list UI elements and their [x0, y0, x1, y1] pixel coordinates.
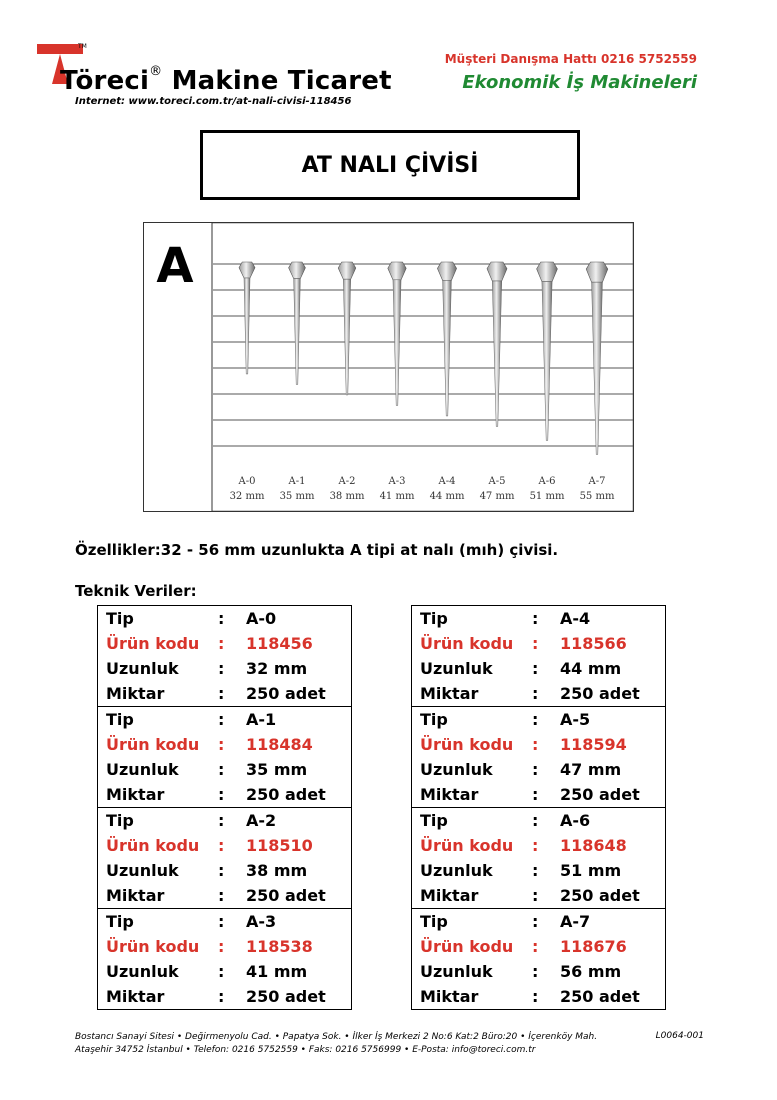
- spec-row-length: [98, 959, 351, 984]
- nail-size-label: 47 mm: [479, 491, 515, 502]
- spec-row-quantity: [98, 681, 351, 706]
- spec-value-tip: A-0: [246, 609, 277, 628]
- spec-value-product-code: 118676: [560, 937, 627, 956]
- spec-value-length: 47 mm: [560, 760, 622, 779]
- spec-row-length: [98, 757, 351, 782]
- spec-table-right: [411, 605, 666, 1010]
- spec-value-quantity: 250 adet: [560, 684, 640, 703]
- spec-label-product-code: Ürün kodu: [420, 634, 514, 653]
- spec-label-product-code: Ürün kodu: [420, 836, 514, 855]
- spec-row-product-code: [412, 833, 665, 858]
- footer-line-1: Bostancı Sanayi Sitesi • Değirmenyolu Cad. • Papatya Sok. • İlker İş Merkezi 2 No:6 Kat:2 Büro:20 • İçerenköy Mah.: [75, 1032, 598, 1042]
- type-letter: A: [156, 238, 194, 294]
- spec-block: [412, 908, 665, 1009]
- spec-label-tip: Tip: [106, 912, 134, 931]
- spec-row-tip: [412, 808, 665, 833]
- spec-colon: :: [218, 886, 225, 905]
- spec-row-product-code: [98, 631, 351, 656]
- spec-colon: :: [532, 634, 539, 653]
- spec-value-length: 51 mm: [560, 861, 622, 880]
- spec-label-product-code: Ürün kodu: [106, 836, 200, 855]
- spec-colon: :: [218, 937, 225, 956]
- spec-block: [98, 807, 351, 908]
- logo-bar: [37, 44, 83, 54]
- spec-value-quantity: 250 adet: [560, 785, 640, 804]
- spec-value-length: 44 mm: [560, 659, 622, 678]
- spec-value-quantity: 250 adet: [246, 684, 326, 703]
- spec-row-quantity: [412, 782, 665, 807]
- spec-colon: :: [532, 861, 539, 880]
- spec-colon: :: [218, 609, 225, 628]
- spec-value-product-code: 118538: [246, 937, 313, 956]
- spec-row-product-code: [98, 934, 351, 959]
- spec-label-length: Uzunluk: [420, 861, 493, 880]
- spec-label-product-code: Ürün kodu: [106, 735, 200, 754]
- spec-value-quantity: 250 adet: [246, 785, 326, 804]
- nail-size-label: 44 mm: [429, 491, 465, 502]
- spec-colon: :: [532, 937, 539, 956]
- spec-block: [412, 706, 665, 807]
- spec-label-product-code: Ürün kodu: [420, 937, 514, 956]
- nail-size-label: 32 mm: [229, 491, 265, 502]
- spec-colon: :: [532, 836, 539, 855]
- tech-data-heading: Teknik Veriler:: [75, 582, 197, 600]
- spec-row-quantity: [98, 782, 351, 807]
- spec-value-product-code: 118510: [246, 836, 313, 855]
- customer-hotline: Müşteri Danışma Hattı 0216 5752559: [444, 52, 697, 66]
- document-code: L0064-001: [655, 1031, 704, 1041]
- spec-colon: :: [218, 710, 225, 729]
- spec-row-product-code: [412, 934, 665, 959]
- spec-row-quantity: [412, 681, 665, 706]
- spec-row-quantity: [98, 883, 351, 908]
- spec-block: [412, 807, 665, 908]
- spec-row-product-code: [98, 732, 351, 757]
- spec-value-tip: A-3: [246, 912, 277, 931]
- spec-colon: :: [532, 811, 539, 830]
- spec-colon: :: [218, 659, 225, 678]
- spec-label-tip: Tip: [420, 811, 448, 830]
- footer-line-2: Ataşehir 34752 İstanbul • Telefon: 0216 5752559 • Faks: 0216 5756999 • E-Posta: info@toreci.com.tr: [75, 1045, 536, 1055]
- spec-colon: :: [532, 609, 539, 628]
- trademark-mark: TM: [78, 43, 87, 50]
- spec-value-tip: A-1: [246, 710, 277, 729]
- spec-row-tip: [98, 909, 351, 934]
- website-url[interactable]: Internet: www.toreci.com.tr/at-nali-civisi-118456: [75, 96, 352, 107]
- spec-label-tip: Tip: [420, 710, 448, 729]
- footer-address: [75, 1031, 597, 1057]
- spec-label-tip: Tip: [106, 710, 134, 729]
- spec-value-tip: A-6: [560, 811, 591, 830]
- spec-colon: :: [218, 912, 225, 931]
- spec-colon: :: [218, 634, 225, 653]
- spec-row-tip: [412, 909, 665, 934]
- spec-value-quantity: 250 adet: [246, 987, 326, 1006]
- spec-colon: :: [218, 735, 225, 754]
- spec-colon: :: [218, 811, 225, 830]
- spec-label-quantity: Miktar: [106, 886, 165, 905]
- spec-label-length: Uzunluk: [106, 962, 179, 981]
- spec-value-product-code: 118594: [560, 735, 627, 754]
- spec-block: [98, 706, 351, 807]
- nail-code-label: A-7: [588, 476, 606, 487]
- spec-value-length: 56 mm: [560, 962, 622, 981]
- spec-row-product-code: [412, 631, 665, 656]
- spec-row-length: [412, 959, 665, 984]
- spec-value-product-code: 118648: [560, 836, 627, 855]
- spec-colon: :: [532, 659, 539, 678]
- company-name-rest: Makine Ticaret: [162, 66, 392, 96]
- spec-colon: :: [218, 684, 225, 703]
- figure-frame: [144, 223, 634, 512]
- nail-code-label: A-0: [238, 476, 256, 487]
- spec-value-tip: A-7: [560, 912, 591, 931]
- spec-label-product-code: Ürün kodu: [106, 634, 200, 653]
- nail-size-label: 35 mm: [279, 491, 315, 502]
- spec-colon: :: [532, 912, 539, 931]
- spec-label-quantity: Miktar: [420, 886, 479, 905]
- spec-value-product-code: 118456: [246, 634, 313, 653]
- spec-value-length: 35 mm: [246, 760, 308, 779]
- spec-value-quantity: 250 adet: [246, 886, 326, 905]
- spec-value-tip: A-5: [560, 710, 591, 729]
- spec-label-tip: Tip: [106, 811, 134, 830]
- nail-size-label: 38 mm: [329, 491, 365, 502]
- spec-label-length: Uzunluk: [420, 962, 493, 981]
- spec-row-tip: [412, 606, 665, 631]
- spec-label-tip: Tip: [420, 912, 448, 931]
- features-text: Özellikler:32 - 56 mm uzunlukta A tipi at nalı (mıh) çivisi.: [75, 541, 559, 559]
- spec-colon: :: [532, 962, 539, 981]
- spec-value-product-code: 118484: [246, 735, 313, 754]
- spec-label-quantity: Miktar: [106, 684, 165, 703]
- spec-row-tip: [98, 707, 351, 732]
- spec-block: [98, 908, 351, 1009]
- brand-name: Töreci: [60, 66, 150, 96]
- registered-mark: ®: [149, 64, 163, 79]
- spec-colon: :: [218, 987, 225, 1006]
- slogan: Ekonomik İş Makineleri: [462, 72, 697, 93]
- spec-value-length: 32 mm: [246, 659, 308, 678]
- spec-colon: :: [218, 861, 225, 880]
- spec-value-length: 38 mm: [246, 861, 308, 880]
- spec-value-quantity: 250 adet: [560, 987, 640, 1006]
- spec-label-length: Uzunluk: [420, 760, 493, 779]
- spec-row-tip: [98, 606, 351, 631]
- spec-label-quantity: Miktar: [106, 987, 165, 1006]
- spec-colon: :: [532, 735, 539, 754]
- title-box: [200, 130, 580, 200]
- spec-label-length: Uzunluk: [106, 760, 179, 779]
- company-name: [60, 64, 392, 96]
- spec-colon: :: [218, 760, 225, 779]
- nail-size-label: 41 mm: [379, 491, 415, 502]
- spec-colon: :: [218, 836, 225, 855]
- spec-colon: :: [532, 886, 539, 905]
- spec-label-quantity: Miktar: [106, 785, 165, 804]
- spec-label-quantity: Miktar: [420, 987, 479, 1006]
- spec-row-product-code: [412, 732, 665, 757]
- nail-code-label: A-4: [438, 476, 456, 487]
- spec-block: [98, 606, 351, 706]
- nail-size-label: 51 mm: [529, 491, 565, 502]
- product-image: [143, 222, 634, 512]
- spec-label-length: Uzunluk: [420, 659, 493, 678]
- spec-label-product-code: Ürün kodu: [106, 937, 200, 956]
- spec-block: [412, 606, 665, 706]
- spec-row-length: [412, 656, 665, 681]
- spec-row-tip: [98, 808, 351, 833]
- nail-size-label: 55 mm: [579, 491, 615, 502]
- spec-row-length: [98, 656, 351, 681]
- spec-row-length: [98, 858, 351, 883]
- spec-label-product-code: Ürün kodu: [420, 735, 514, 754]
- spec-row-quantity: [412, 984, 665, 1009]
- spec-row-quantity: [98, 984, 351, 1009]
- spec-colon: :: [532, 785, 539, 804]
- spec-colon: :: [532, 760, 539, 779]
- nail-code-label: A-2: [338, 476, 356, 487]
- spec-value-tip: A-2: [246, 811, 277, 830]
- spec-table-left: [97, 605, 352, 1010]
- spec-label-tip: Tip: [106, 609, 134, 628]
- spec-value-tip: A-4: [560, 609, 591, 628]
- spec-colon: :: [532, 684, 539, 703]
- spec-row-length: [412, 757, 665, 782]
- spec-value-product-code: 118566: [560, 634, 627, 653]
- spec-label-tip: Tip: [420, 609, 448, 628]
- spec-row-tip: [412, 707, 665, 732]
- spec-row-quantity: [412, 883, 665, 908]
- spec-label-quantity: Miktar: [420, 785, 479, 804]
- spec-label-length: Uzunluk: [106, 861, 179, 880]
- page-title: AT NALI ÇİVİSİ: [301, 152, 479, 178]
- nail-code-label: A-3: [388, 476, 406, 487]
- spec-row-length: [412, 858, 665, 883]
- nail-code-label: A-5: [488, 476, 506, 487]
- spec-colon: :: [532, 710, 539, 729]
- spec-label-quantity: Miktar: [420, 684, 479, 703]
- spec-value-quantity: 250 adet: [560, 886, 640, 905]
- nail-code-label: A-1: [288, 476, 306, 487]
- spec-colon: :: [218, 962, 225, 981]
- spec-row-product-code: [98, 833, 351, 858]
- spec-label-length: Uzunluk: [106, 659, 179, 678]
- spec-value-length: 41 mm: [246, 962, 308, 981]
- spec-colon: :: [532, 987, 539, 1006]
- nail-code-label: A-6: [538, 476, 556, 487]
- spec-colon: :: [218, 785, 225, 804]
